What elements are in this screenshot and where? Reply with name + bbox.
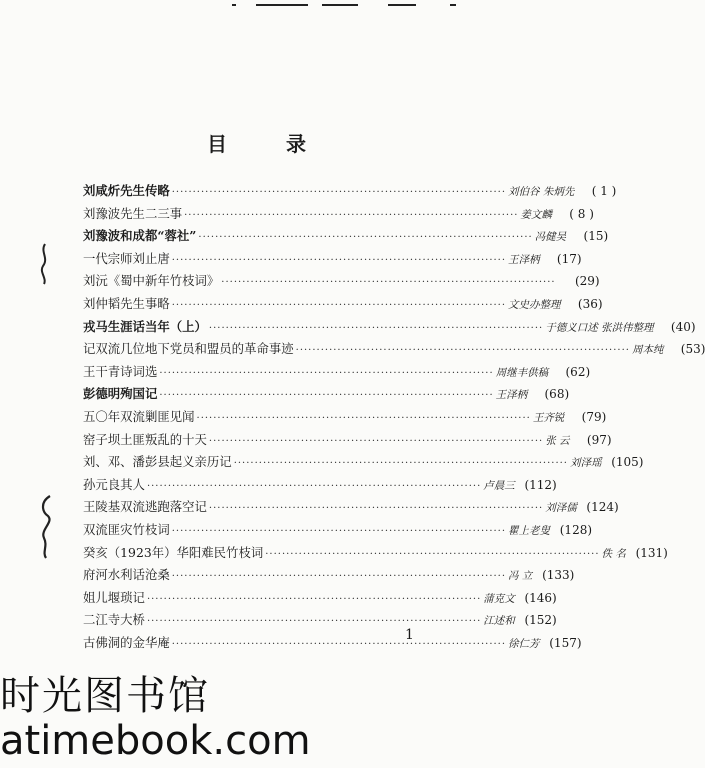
- toc-leader-dots: ················································································: [295, 345, 630, 357]
- toc-entry-author: 冯 立: [508, 570, 533, 583]
- watermark-url: atimebook.com: [0, 718, 311, 764]
- toc-entry-title: 王陵基双流逃跑落空记: [83, 499, 207, 515]
- toc-leader-dots: ················································································: [171, 187, 507, 198]
- toc-leader-dots: ················································································: [146, 593, 482, 605]
- toc-leader-dots: ················································································: [233, 458, 568, 470]
- toc-entry-author: 张 云: [545, 434, 570, 447]
- toc-entry-title: 府河水利话沧桑: [83, 567, 170, 583]
- toc-entry: [83, 226, 609, 249]
- toc-entry-page: (157): [549, 635, 582, 650]
- toc-entry: [83, 294, 603, 317]
- toc-entry-page: (17): [556, 251, 582, 266]
- toc-entry-title: 五〇年双流剿匪见闻: [83, 408, 195, 424]
- toc-entry-page: (112): [524, 477, 557, 492]
- toc-entry-page: (152): [524, 613, 557, 628]
- toc-leader-dots: ················································································: [171, 525, 507, 537]
- toc-leader-dots: ················································································: [208, 322, 544, 334]
- toc-entry: [83, 452, 644, 475]
- toc-entry-title: 窑子坝土匪叛乱的十天: [83, 431, 207, 447]
- toc-entry-title: 孙元良其人: [83, 476, 145, 492]
- toc-entry-title: 古佛洞的金华庵: [83, 634, 170, 650]
- toc-entry: [83, 362, 591, 385]
- toc-entry-page: (131): [635, 545, 668, 560]
- toc-entry-page: (124): [586, 500, 619, 515]
- toc-leader-dots: ················································································: [159, 390, 494, 402]
- toc-entry-title: 刘豫波和成都“蓉社”: [83, 228, 197, 244]
- toc-entry: [83, 475, 557, 498]
- toc-leader-dots: ················································································: [196, 412, 531, 424]
- toc-entry-title: 双流匪灾竹枝词: [83, 521, 170, 537]
- toc-entry-author: 文史办整理: [508, 298, 561, 311]
- watermark-title: 时光图书馆: [0, 673, 210, 719]
- toc-leader-dots: ················································································: [171, 638, 507, 650]
- toc-entry: [83, 588, 557, 611]
- toc-entry-author: 刘泽儒: [545, 502, 577, 515]
- toc-leader-dots: ················································································: [198, 232, 533, 244]
- toc-entry: [83, 497, 619, 520]
- toc-entry-page: (133): [542, 568, 575, 583]
- toc-entry-author: 刘伯谷 朱炳先: [508, 186, 575, 198]
- toc-entry-title: 癸亥（1923年）华阳难民竹枝词: [83, 544, 264, 560]
- toc-entry: [83, 271, 600, 294]
- toc-entry: [83, 430, 612, 453]
- scan-mark: [232, 4, 236, 6]
- toc-leader-dots: ················································································: [171, 571, 507, 583]
- toc-entry-author: 于德义口述 张洪伟整理: [545, 321, 654, 334]
- toc-entry-title: 戎马生涯话当年（上）: [83, 318, 207, 334]
- toc-leader-dots: ················································································: [208, 503, 544, 515]
- toc-entry-page: (97): [586, 432, 612, 447]
- toc-leader-dots: ················································································: [171, 299, 507, 311]
- scan-mark: [450, 4, 456, 6]
- margin-scribble: [36, 240, 54, 288]
- toc-entry: [83, 633, 582, 656]
- toc-entry-title: 刘豫波先生二三事: [83, 205, 183, 221]
- toc-entry-page: (68): [544, 387, 570, 402]
- toc-entry-page: (79): [581, 409, 607, 424]
- toc-entry-title: 刘仲韬先生事略: [83, 295, 170, 311]
- toc-entry-title: 彭德明殉国记: [83, 386, 158, 402]
- toc-entry-author: 卢晨三: [483, 479, 515, 492]
- toc-entry-page: (29): [574, 274, 600, 289]
- toc-entry: [83, 317, 696, 340]
- toc-entry: [83, 407, 607, 430]
- toc-entry-title: 王干青诗词选: [83, 363, 158, 379]
- toc-entry-author: 徐仁芳: [508, 637, 540, 650]
- toc-entry-author: 姜文麟: [520, 208, 552, 221]
- toc-leader-dots: ················································································: [184, 209, 519, 221]
- margin-scribble: [36, 492, 58, 562]
- toc-entry-title: 记双流几位地下党员和盟员的革命事迹: [83, 341, 294, 357]
- toc-entry: [83, 543, 668, 566]
- toc-leader-dots: ················································································: [159, 367, 494, 379]
- toc-entry-author: 瞿上老叟: [508, 524, 551, 537]
- page-title: 目 录: [207, 132, 332, 156]
- page-number: 1: [405, 627, 414, 643]
- toc-entry-author: 冯健吴: [534, 231, 567, 244]
- toc-leader-dots: ················································································: [146, 480, 482, 492]
- toc-entry-author: 王泽柄: [508, 253, 540, 266]
- toc-leader-dots: ················································································: [171, 254, 507, 266]
- toc-entry-page: (15): [583, 229, 609, 244]
- toc-entry-author: 周本纯: [631, 344, 664, 357]
- toc-entry-author: 周继丰供稿: [495, 366, 549, 379]
- toc-entry-title: 姐儿堰琐记: [83, 589, 145, 605]
- scan-top-marks: [0, 0, 513, 24]
- toc-entry: [83, 610, 557, 633]
- toc-entry-title: 刘、邓、潘彭县起义亲历记: [83, 454, 232, 470]
- toc-entry: [83, 181, 617, 204]
- toc-entry-author: 蒲克文: [483, 592, 515, 605]
- toc-entry-author: 江述和: [483, 615, 515, 628]
- toc-entry-author: 王齐锐: [532, 411, 565, 424]
- toc-entry: [83, 249, 582, 272]
- toc-entry-page: (128): [559, 522, 593, 537]
- toc-leader-dots: ················································································: [221, 277, 556, 289]
- toc-entry-page: ( 1 ): [591, 184, 617, 198]
- toc-entry-author: 王泽柄: [495, 389, 528, 402]
- toc-entry-page: (40): [670, 319, 696, 334]
- toc-entry: [83, 565, 575, 588]
- toc-entry-title: 刘咸炘先生传略: [83, 183, 170, 198]
- scan-mark: [388, 4, 416, 6]
- toc-entry-page: ( 8 ): [569, 206, 594, 221]
- toc-leader-dots: ················································································: [146, 616, 482, 628]
- toc-entry: [83, 339, 705, 362]
- toc-entry-author: 佚 名: [601, 547, 626, 560]
- table-of-contents: [83, 181, 705, 655]
- toc-entry-page: (53): [680, 342, 705, 357]
- toc-entry-title: 刘沅《蜀中新年竹枝词》: [83, 273, 220, 289]
- toc-entry-page: (146): [524, 590, 557, 605]
- toc-entry-page: (62): [565, 364, 591, 379]
- toc-entry-title: 一代宗师刘止唐: [83, 250, 170, 266]
- toc-entry-author: 刘泽瑶: [569, 457, 602, 470]
- toc-leader-dots: ················································································: [208, 435, 544, 447]
- toc-entry: [83, 520, 593, 543]
- scan-mark: [322, 4, 358, 6]
- toc-entry-page: (36): [577, 296, 603, 311]
- toc-leader-dots: ················································································: [265, 548, 600, 560]
- toc-entry-page: (105): [611, 455, 644, 470]
- toc-entry: [83, 384, 570, 407]
- toc-entry: [83, 204, 594, 227]
- toc-entry-title: 二江寺大桥: [83, 612, 145, 628]
- scan-mark: [256, 4, 308, 6]
